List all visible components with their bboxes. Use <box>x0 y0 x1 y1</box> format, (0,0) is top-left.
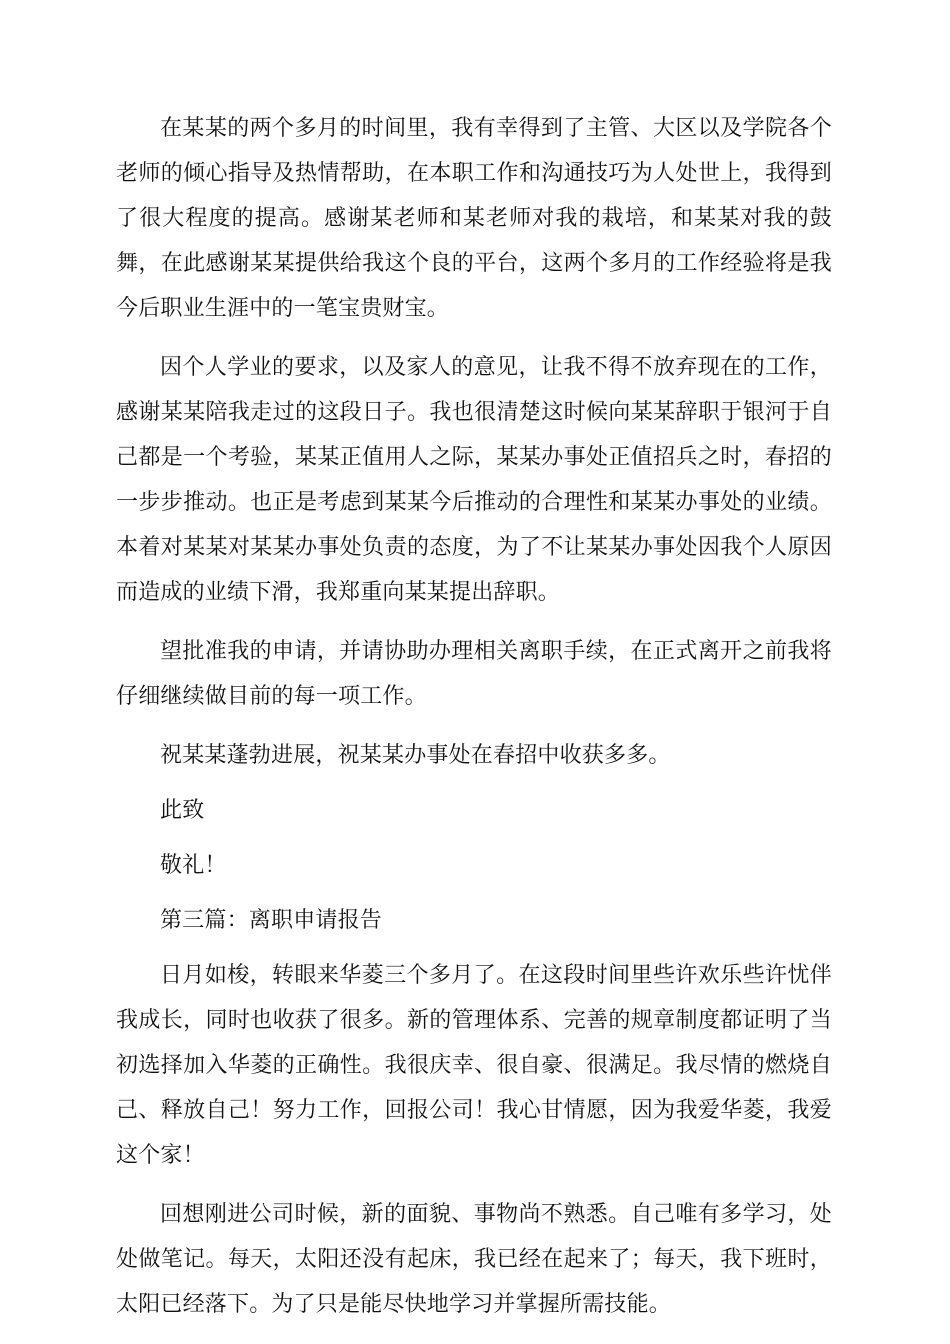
paragraph-recollection: 回想刚进公司时候，新的面貌、事物尚不熟悉。自己唯有多学习，处处做笔记。每天，太阳还没有起床，我已经在起来了；每天，我下班时，太阳已经落下。为了只是能尽快地学习并掌握所需技能。 <box>116 1202 832 1317</box>
paragraph-resignation-reason: 因个人学业的要求，以及家人的意见，让我不得不放弃现在的工作，感谢某某陪我走过的这段日子。我也很清楚这时候向某某辞职于银河于自己都是一个考验，某某正值用人之际，某某办事处正值招兵之时，春招的一步步推动。也正是考虑到某某今后推动的合理性和某某办事处的业绩。本着对某某对某某办事处负责的态度，为了不让某某办事处因我个人原因而造成的业绩下滑，我郑重向某某提出辞职。 <box>116 355 832 605</box>
paragraph-gratitude: 在某某的两个多月的时间里，我有幸得到了主管、大区以及学院各个老师的倾心指导及热情帮助，在本职工作和沟通技巧为人处世上，我得到了很大程度的提高。感谢某老师和某老师对我的栽培，和某某对我的鼓舞，在此感谢某某提供给我这个良的平台，这两个多月的工作经验将是我今后职业生涯中的一笔宝贵财宝。 <box>116 116 832 321</box>
paragraph-request-approval: 望批准我的申请，并请协助办理相关离职手续，在正式离开之前我将仔细继续做目前的每一项工作。 <box>116 639 832 709</box>
paragraph-time-at-hualing: 日月如梭，转眼来华菱三个多月了。在这段时间里些许欢乐些许忧伴我成长，同时也收获了很多。新的管理体系、完善的规章制度都证明了当初选择加入华菱的正确性。我很庆幸、很自豪、很满足。我尽情的燃烧自己、释放自己！努力工作，回报公司！我心甘情愿，因为我爱华菱，我爱这个家！ <box>116 963 832 1168</box>
closing-jingli: 敬礼！ <box>160 853 227 878</box>
section-heading: 第三篇：离职申请报告 <box>160 908 383 933</box>
document-body <box>116 106 832 1341</box>
closing-cizhi: 此致 <box>160 798 205 823</box>
paragraph-best-wishes: 祝某某蓬勃进展，祝某某办事处在春招中收获多多。 <box>160 743 671 768</box>
